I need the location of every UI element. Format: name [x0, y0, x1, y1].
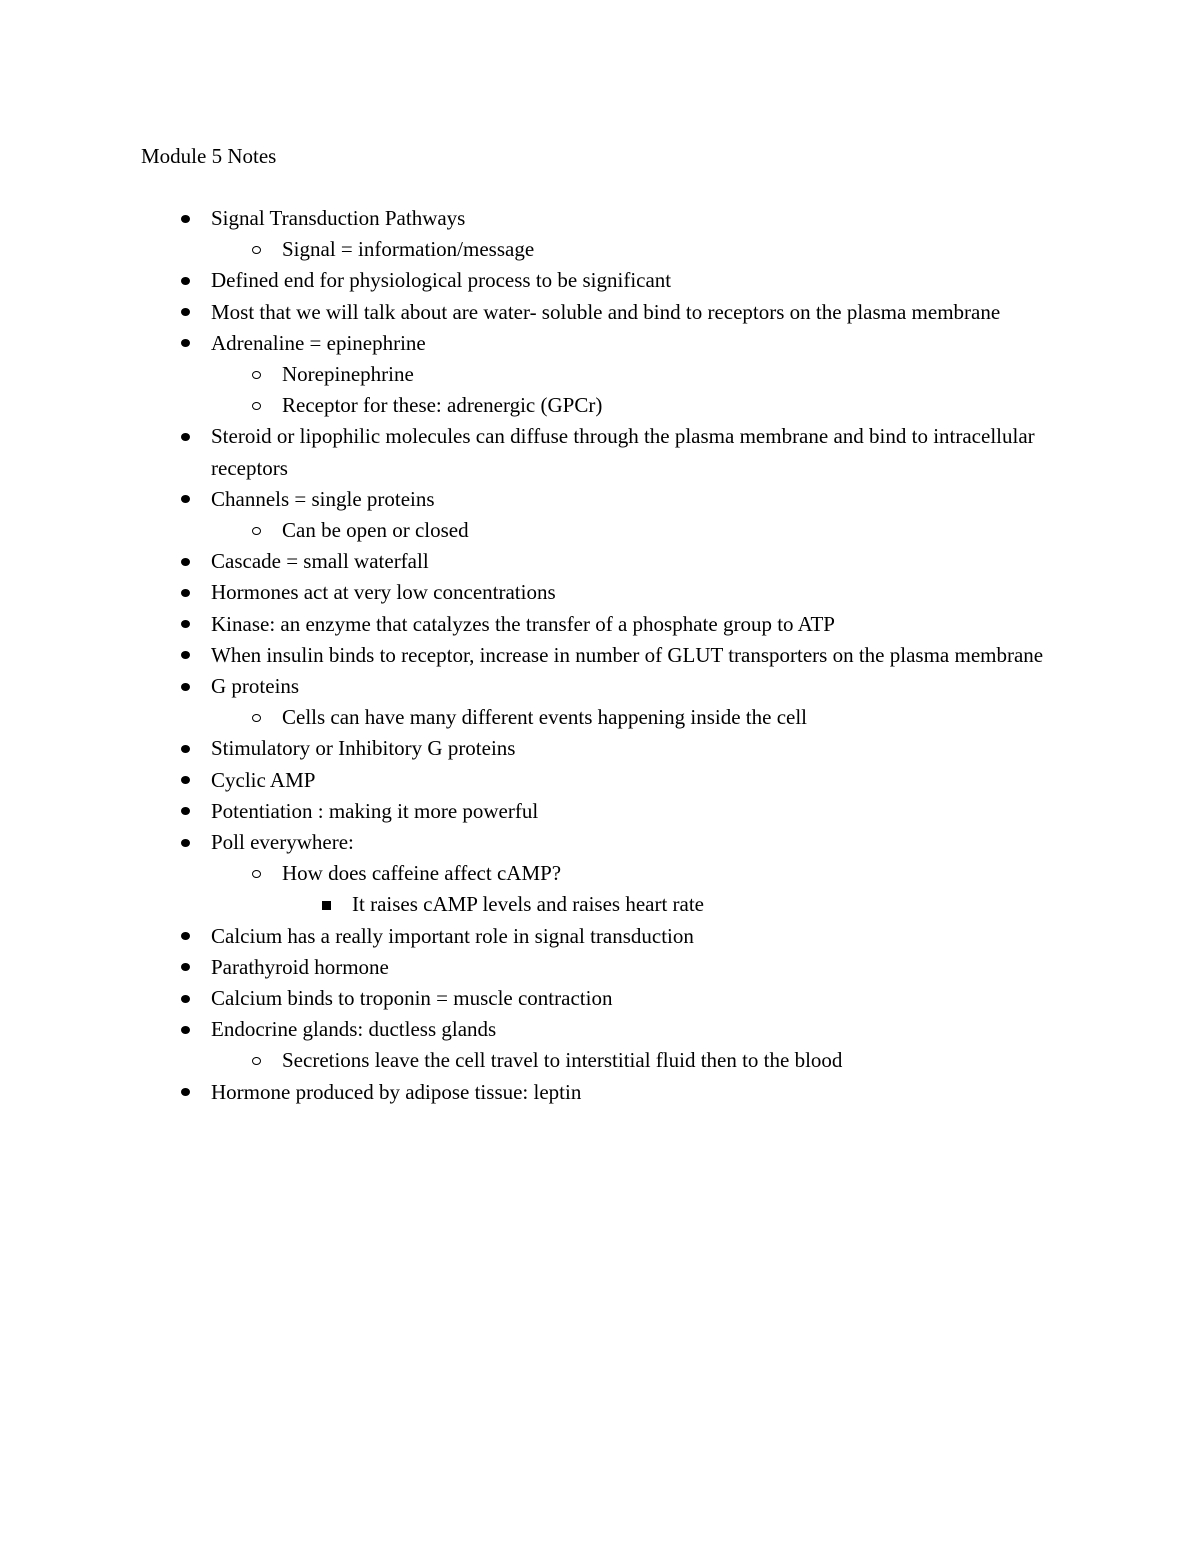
bullet-dot-icon	[178, 546, 192, 577]
list-item-text: Calcium binds to troponin = muscle contraction	[211, 986, 613, 1011]
list-item	[0, 983, 1051, 1014]
list-item	[0, 1045, 1052, 1076]
bullet-dot-icon	[178, 328, 192, 359]
list-item	[0, 546, 1051, 577]
bullet-dot-icon	[178, 1014, 192, 1045]
bullet-dot-icon	[178, 609, 192, 640]
list-item-text: Parathyroid hormone	[211, 954, 389, 979]
list-item-text: Hormones act at very low concentrations	[211, 580, 556, 605]
list-item	[0, 640, 1051, 671]
list-item	[0, 265, 1051, 296]
list-item-text: Potentiation : making it more powerful	[211, 798, 539, 823]
list-item	[0, 796, 1051, 827]
bullet-circle-icon	[249, 1045, 263, 1076]
bullet-circle-icon	[249, 234, 263, 265]
list-item	[0, 515, 1052, 546]
bullet-circle-icon	[249, 858, 263, 889]
list-item-text: Adrenaline = epinephrine	[211, 330, 426, 355]
list-item-text: Signal = information/message	[282, 237, 535, 262]
list-item	[0, 421, 1051, 483]
list-item-text: Stimulatory or Inhibitory G proteins	[211, 736, 516, 761]
document-title: Module 5 Notes	[141, 144, 277, 168]
list-item-text: Cyclic AMP	[211, 767, 316, 792]
list-item	[0, 671, 1051, 702]
list-item	[0, 577, 1051, 608]
list-item-text: When insulin binds to receptor, increase in number of GLUT transporters on the plasma membrane	[211, 642, 1044, 667]
bullet-dot-icon	[178, 983, 192, 1014]
notes-list	[0, 203, 1200, 1108]
list-item	[0, 1077, 1051, 1108]
list-item	[0, 858, 1052, 889]
list-item	[0, 203, 1051, 234]
list-item	[0, 359, 1052, 390]
list-item-text: Channels = single proteins	[211, 486, 435, 511]
list-item	[0, 889, 1052, 920]
bullet-dot-icon	[178, 921, 192, 952]
list-item-text: Steroid or lipophilic molecules can diffuse through the plasma membrane and bind to intracellular receptors	[211, 424, 1035, 480]
list-item-text: Hormone produced by adipose tissue: leptin	[211, 1079, 582, 1104]
list-item-text: Cascade = small waterfall	[211, 549, 429, 574]
bullet-dot-icon	[178, 1077, 192, 1108]
list-item-text: Kinase: an enzyme that catalyzes the transfer of a phosphate group to ATP	[211, 611, 835, 636]
list-item-text: Norepinephrine	[282, 362, 414, 387]
list-item	[0, 702, 1052, 733]
bullet-square-icon	[319, 889, 333, 920]
list-item-text: Defined end for physiological process to be significant	[211, 268, 672, 293]
bullet-dot-icon	[178, 297, 192, 328]
list-item-text: G proteins	[211, 674, 300, 699]
list-item-text: How does caffeine affect cAMP?	[282, 861, 562, 886]
bullet-dot-icon	[178, 796, 192, 827]
bullet-dot-icon	[178, 421, 192, 452]
bullet-dot-icon	[178, 577, 192, 608]
list-item	[0, 390, 1052, 421]
bullet-dot-icon	[178, 733, 192, 764]
list-item	[0, 1014, 1051, 1045]
bullet-circle-icon	[249, 515, 263, 546]
list-item-text: Calcium has a really important role in signal transduction	[211, 923, 694, 948]
bullet-circle-icon	[249, 390, 263, 421]
bullet-dot-icon	[178, 484, 192, 515]
list-item-text: Secretions leave the cell travel to interstitial fluid then to the blood	[282, 1048, 843, 1073]
list-item	[0, 234, 1052, 265]
bullet-dot-icon	[178, 265, 192, 296]
bullet-dot-icon	[178, 671, 192, 702]
bullet-dot-icon	[178, 765, 192, 796]
list-item-text: Signal Transduction Pathways	[211, 206, 466, 230]
list-item-text: Receptor for these: adrenergic (GPCr)	[282, 393, 603, 418]
bullet-dot-icon	[178, 640, 192, 671]
list-item	[0, 827, 1051, 858]
list-item	[0, 609, 1051, 640]
list-item-text: Poll everywhere:	[211, 830, 354, 855]
list-item	[0, 733, 1051, 764]
bullet-circle-icon	[249, 359, 263, 390]
bullet-dot-icon	[178, 827, 192, 858]
list-item	[0, 765, 1051, 796]
list-item	[0, 921, 1051, 952]
list-item	[0, 484, 1051, 515]
list-item-text: Can be open or closed	[282, 518, 469, 543]
list-item	[0, 328, 1051, 359]
list-item-text: Most that we will talk about are water- soluble and bind to receptors on the plasma membrane	[211, 299, 1001, 324]
list-item-text: Endocrine glands: ductless glands	[211, 1017, 497, 1042]
list-item	[0, 297, 1051, 328]
bullet-dot-icon	[178, 952, 192, 983]
bullet-dot-icon	[178, 203, 192, 234]
list-item	[0, 952, 1051, 983]
list-item-text: Cells can have many different events happening inside the cell	[282, 705, 808, 730]
list-item-text: It raises cAMP levels and raises heart rate	[352, 892, 705, 917]
bullet-circle-icon	[249, 702, 263, 733]
